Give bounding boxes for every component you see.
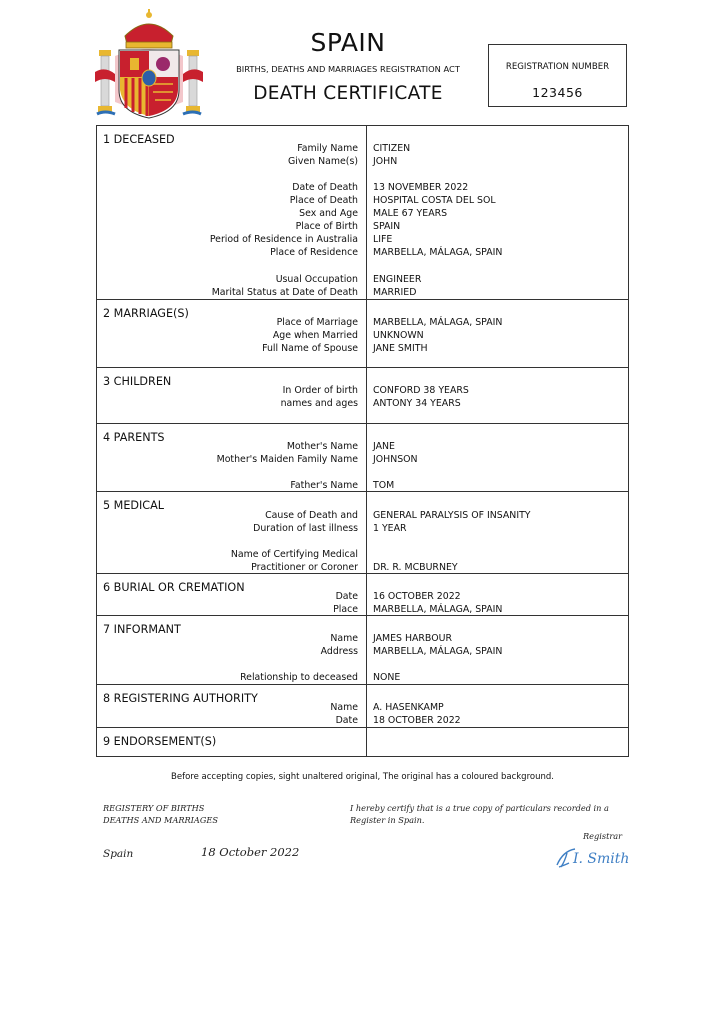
section-title: 3 CHILDREN <box>103 375 172 388</box>
registration-label: REGISTRATION NUMBER <box>505 62 610 72</box>
section-deceased <box>97 126 628 300</box>
footnote: Before accepting copies, sight unaltered original, The original has a coloured background. <box>171 772 554 782</box>
section-title: 2 MARRIAGE(S) <box>103 307 189 320</box>
certificate-table <box>96 125 629 757</box>
section-informant <box>97 616 628 685</box>
registrar-label: Registrar <box>583 831 623 841</box>
section-endorsement <box>97 728 628 756</box>
occupation-value: ENGINEER <box>373 274 422 285</box>
field-label: Period of Residence in Australia <box>209 234 358 245</box>
field-label: Relationship to deceased <box>240 672 358 683</box>
marriage-place-value: MARBELLA, MÁLAGA, SPAIN <box>373 317 503 328</box>
field-label: In Order of birth <box>282 385 358 396</box>
given-names-value: JOHN <box>373 156 398 167</box>
issue-date: 18 October 2022 <box>201 845 300 859</box>
field-label: Father's Name <box>290 480 358 491</box>
burial-date-value: 16 OCTOBER 2022 <box>373 591 461 602</box>
authority-name-value: A. HASENKAMP <box>373 702 444 713</box>
section-title: 7 INFORMANT <box>103 623 181 636</box>
field-label: Marital Status at Date of Death <box>211 287 358 298</box>
section-title: 1 DECEASED <box>103 133 175 146</box>
field-label: Place of Marriage <box>276 317 358 328</box>
informant-name-value: JAMES HARBOUR <box>373 633 452 644</box>
certification-statement <box>350 802 625 826</box>
duration-value: 1 YEAR <box>373 523 407 534</box>
field-label: Name of Certifying Medical <box>230 549 358 560</box>
registry-name <box>103 802 218 826</box>
registration-number: 123456 <box>532 85 583 100</box>
residence-period-value: LIFE <box>373 234 393 245</box>
field-label: Age when Married <box>272 330 358 341</box>
field-label: Date <box>335 591 358 602</box>
maiden-name-value: JOHNSON <box>373 454 418 465</box>
field-label: Address <box>320 646 358 657</box>
registrar-signature <box>553 843 633 871</box>
relationship-value: NONE <box>373 672 401 683</box>
field-label: Mother's Maiden Family Name <box>216 454 358 465</box>
section-registering-authority <box>97 685 628 728</box>
marital-status-value: MARRIED <box>373 287 417 298</box>
issue-place: Spain <box>103 848 134 860</box>
section-title: 8 REGISTERING AUTHORITY <box>103 692 258 705</box>
cause-value: GENERAL PARALYSIS OF INSANITY <box>373 510 531 521</box>
family-name-value: CITIZEN <box>373 143 411 154</box>
practitioner-value: DR. R. MCBURNEY <box>373 562 458 573</box>
certify-line-2: Register in Spain. <box>350 815 425 825</box>
field-label: Place of Birth <box>295 221 358 232</box>
certify-line-1: I hereby certify that is a true copy of particulars recorded in a <box>350 803 609 813</box>
field-label: Usual Occupation <box>275 274 358 285</box>
informant-address-value: MARBELLA, MÁLAGA, SPAIN <box>373 646 503 657</box>
field-label: Name <box>330 633 358 644</box>
field-label: names and ages <box>280 398 358 409</box>
section-medical <box>97 492 628 574</box>
country-title: SPAIN <box>310 28 386 57</box>
field-label: Place <box>333 604 358 615</box>
field-label: Place of Death <box>289 195 358 206</box>
section-title: 4 PARENTS <box>103 431 165 444</box>
mother-value: JANE <box>373 441 395 452</box>
act-subtitle: BIRTHS, DEATHS AND MARRIAGES REGISTRATION ACT <box>236 64 460 74</box>
date-of-death-value: 13 NOVEMBER 2022 <box>373 182 469 193</box>
field-label: Place of Residence <box>270 247 358 258</box>
field-label: Family Name <box>297 143 358 154</box>
field-label: Name <box>330 702 358 713</box>
coat-of-arms-icon <box>93 6 205 122</box>
place-of-death-value: HOSPITAL COSTA DEL SOL <box>373 195 496 206</box>
child-2-value: ANTONY 34 YEARS <box>373 398 461 409</box>
burial-place-value: MARBELLA, MÁLAGA, SPAIN <box>373 604 503 615</box>
section-marriage <box>97 300 628 368</box>
place-of-birth-value: SPAIN <box>373 221 401 232</box>
section-burial <box>97 574 628 616</box>
field-label: Duration of last illness <box>253 523 358 534</box>
authority-date-value: 18 OCTOBER 2022 <box>373 715 461 726</box>
field-label: Date of Death <box>292 182 358 193</box>
section-title: 5 MEDICAL <box>103 499 165 512</box>
field-label: Sex and Age <box>299 208 358 219</box>
registry-line-1: REGISTERY OF BIRTHS <box>103 803 205 813</box>
registry-line-2: DEATHS AND MARRIAGES <box>103 815 218 825</box>
registration-box <box>488 44 627 107</box>
document-title: DEATH CERTIFICATE <box>253 83 443 104</box>
spouse-value: JANE SMITH <box>373 343 428 354</box>
father-value: TOM <box>373 480 395 491</box>
marriage-age-value: UNKNOWN <box>373 330 424 341</box>
field-label: Full Name of Spouse <box>262 343 358 354</box>
place-of-residence-value: MARBELLA, MÁLAGA, SPAIN <box>373 247 503 258</box>
section-title: 9 ENDORSEMENT(S) <box>103 735 217 748</box>
field-label: Given Name(s) <box>288 156 358 167</box>
sex-age-value: MALE 67 YEARS <box>373 208 448 219</box>
svg-text:I. Smith: I. Smith <box>573 851 630 867</box>
field-label: Date <box>335 715 358 726</box>
section-children <box>97 368 628 424</box>
field-label: Cause of Death and <box>265 510 358 521</box>
child-1-value: CONFORD 38 YEARS <box>373 385 469 396</box>
section-parents <box>97 424 628 492</box>
field-label: Mother's Name <box>286 441 358 452</box>
field-label: Practitioner or Coroner <box>251 562 358 573</box>
section-title: 6 BURIAL OR CREMATION <box>103 581 245 594</box>
